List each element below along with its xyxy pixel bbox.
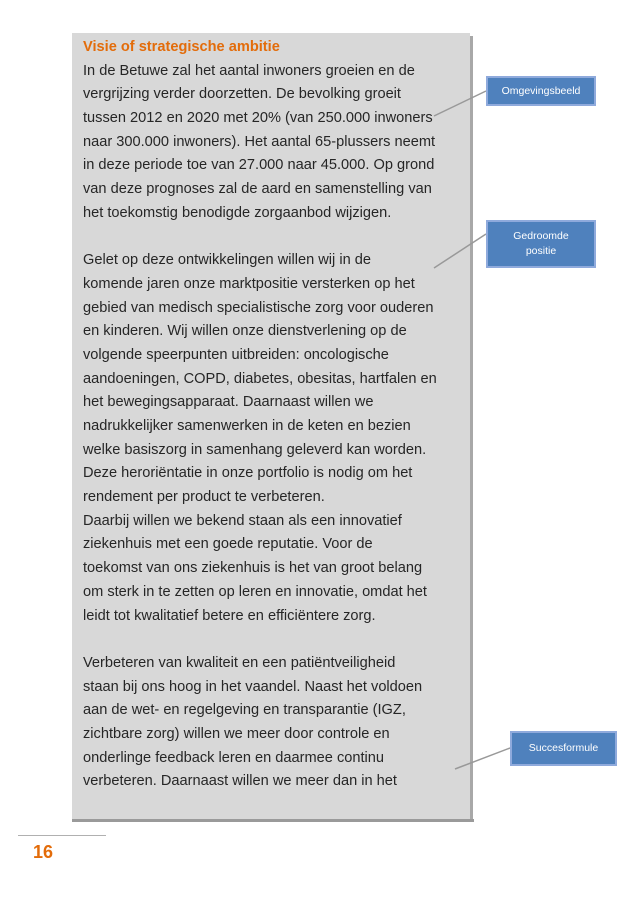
text-line: In de Betuwe zal het aantal inwoners groeien en de <box>83 62 415 79</box>
text-line: in deze periode toe van 27.000 naar 45.000. Op grond <box>83 157 435 174</box>
section-title: Visie of strategische ambitie <box>83 39 280 55</box>
text-line: komende jaren onze marktpositie versterken op het <box>83 275 415 292</box>
text-line: toekomst van ons ziekenhuis is het van groot belang <box>83 560 423 577</box>
text-line: tussen 2012 en 2020 met 20% (van 250.000 inwoners <box>83 110 433 127</box>
text-line: om sterk in te zetten op leren en innovatie, omdat het <box>83 583 427 600</box>
text-line: Gelet op deze ontwikkelingen willen wij in de <box>83 252 371 269</box>
text-line: het toekomstig benodigde zorgaanbod wijzigen. <box>83 204 392 221</box>
paragraph-break <box>83 226 469 250</box>
callout-succesformule-label: Succesformule <box>528 742 599 754</box>
text-line: welke basiszorg in samenhang geleverd kan worden. <box>83 441 427 458</box>
text-line: ziekenhuis met een goede reputatie. Voor de <box>83 536 373 553</box>
text-line: nadrukkelijker samenwerken in de keten en bezien <box>83 418 411 434</box>
text-line: leidt tot kwalitatief betere en efficiëntere zorg. <box>83 607 376 624</box>
text-line: Deze heroriëntatie in onze portfolio is nodig om het <box>83 465 413 482</box>
text-line: aan de wet- en regelgeving en transparantie (IGZ, <box>83 702 406 719</box>
text-line: zichtbare zorg) willen we meer door controle en <box>83 725 390 742</box>
text-line: onderlinge feedback leren en daarmee continu <box>83 749 385 766</box>
callout-omgevingsbeeld <box>486 76 596 106</box>
footer-divider <box>18 835 106 836</box>
paragraph-break <box>83 628 469 652</box>
text-line: volgende speerpunten uitbreiden: oncologische <box>83 346 389 363</box>
paragraph-lines <box>83 60 469 794</box>
text-line: Verbeteren van kwaliteit en een patiëntveiligheid <box>83 654 396 671</box>
text-line: vergrijzing verder doorzetten. De bevolking groeit <box>83 86 401 103</box>
content-box-shadow <box>72 819 474 822</box>
text-line: naar 300.000 inwoners). Het aantal 65-plussers neemt <box>83 133 436 150</box>
callout-succesformule <box>510 731 617 766</box>
text-line: rendement per product te verbeteren. <box>83 489 325 506</box>
document-body <box>83 36 469 794</box>
text-line: en kinderen. Wij willen onze dienstverlening op de <box>83 323 407 340</box>
text-line: staan bij ons hoog in het vaandel. Naast het voldoen <box>83 678 423 695</box>
callout-gedroomde-label-2: positie <box>525 245 557 257</box>
text-line: verbeteren. Daarnaast willen we meer dan in het <box>83 773 397 790</box>
text-line: van deze prognoses zal de aard en samenstelling van <box>83 181 432 198</box>
text-line: Daarbij willen we bekend staan als een innovatief <box>83 512 402 529</box>
callout-gedroomde-label-1: Gedroomde <box>513 230 569 242</box>
page-number: 16 <box>33 842 54 862</box>
callout-gedroomde-positie <box>486 220 596 268</box>
text-line: gebied van medisch specialistische zorg voor ouderen <box>83 299 434 316</box>
callout-omgevingsbeeld-label: Omgevingsbeeld <box>501 84 581 97</box>
text-line: het bewegingsapparaat. Daarnaast willen we <box>83 394 374 411</box>
text-line: aandoeningen, COPD, diabetes, obesitas, hartfalen en <box>83 370 437 387</box>
